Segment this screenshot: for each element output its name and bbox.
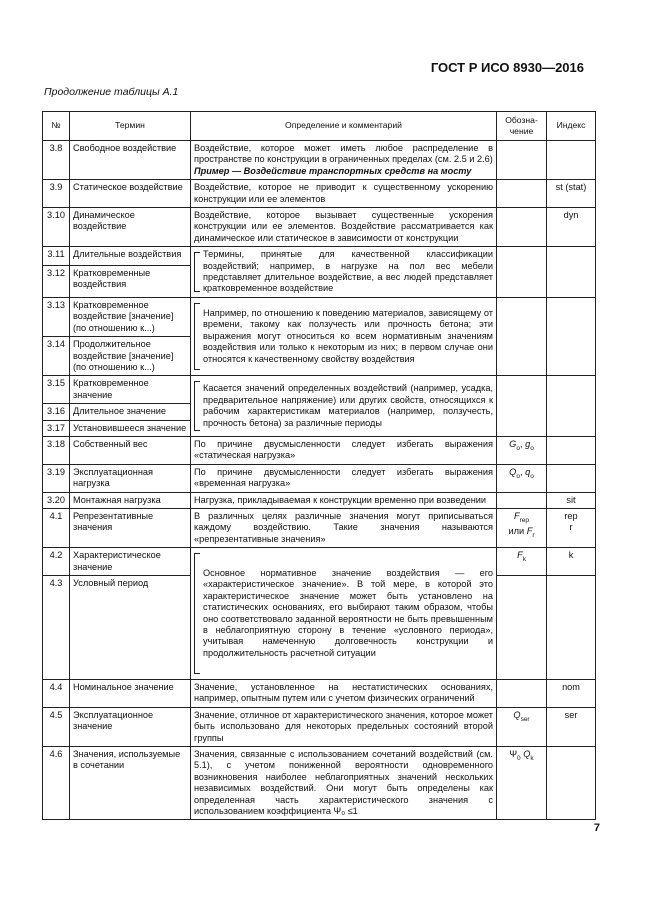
definition: По причине двусмысленности следует избегать выражения «статическая нагрузка»: [191, 436, 497, 464]
table-row: [43, 464, 596, 492]
index: st (stat): [547, 180, 596, 208]
document-header: ГОСТ Р ИСО 8930—2016: [430, 60, 584, 75]
term: Длительное значение: [70, 404, 191, 420]
term: Эксплуатационное значение: [70, 707, 191, 746]
index: dyn: [547, 208, 596, 247]
table-row: [43, 376, 596, 404]
index: [547, 141, 596, 180]
row-number: 4.2: [43, 548, 70, 576]
row-number: 3.11: [43, 247, 70, 266]
symbol: [497, 297, 547, 375]
definition-text: Термины, принятые для качественной классификации воздействий; например, в нагрузке на пол вес мебели представляет длительное воздействие, а вес людей представляет кратковременное воздействие: [203, 249, 493, 294]
definition-text: Воздействие, которое может иметь любое распределение в пространстве по конструкции в ограниченных пределах (см. 2.5 и 2.6): [194, 143, 493, 165]
symbol: [497, 376, 547, 437]
col-definition: Определение и комментарий: [191, 112, 497, 141]
index: [547, 436, 596, 464]
table-row: [43, 508, 596, 547]
term: Репрезентативные значения: [70, 508, 191, 547]
symbol: $F_{rep}$ или $F_r$: [497, 508, 547, 547]
row-number: 3.18: [43, 436, 70, 464]
definition: [191, 297, 497, 375]
definition: Значение, установленное на нестатистических основаниях, например, опытным путем или с учетом физических ограничений: [191, 680, 497, 708]
term: Кратковременные воздействия: [70, 266, 191, 298]
definition: Значения, связанные с использованием сочетаний воздействий (см. 5.1), с учетом пониженной вероятности одновременного возникновения наиболее неблагоприятных значений нескольких независимых воздействий. Они могут быть определены как определенная часть характеристического значения с использованием коэффициента Ψ₀ ≤1: [191, 747, 497, 820]
definition-text: Основное нормативное значение воздействия — его «характеристическое значение». В той мере, в которой это характеристическое значение может быть установлено на статистических основаниях, его выбирают таким образом, чтобы оно соответствовало заданной вероятности не быть превышенным в неблагоприятную сторону в течение «условного периода», учитывая намеченную долговечность конструкции и продолжительность расчетной ситуации: [203, 567, 493, 658]
table-row: [43, 141, 596, 180]
brace-icon: [194, 303, 200, 370]
index: k: [547, 548, 596, 576]
row-number: 3.19: [43, 464, 70, 492]
table-row: [43, 297, 596, 336]
term: Значения, используемые в сочетании: [70, 747, 191, 820]
symbol: $\Psi_0$ $Q_k$: [497, 747, 547, 820]
index: rep r: [547, 508, 596, 547]
term: Характеристическое значение: [70, 548, 191, 576]
term: Продолжительное воздействие [значение] (по отношению к...): [70, 337, 191, 376]
symbol: [497, 141, 547, 180]
index: [547, 376, 596, 437]
definition: Воздействие, которое вызывает существенные ускорения конструкции или ее элементов. Воздействие рассматривается как динамическое или статическое в зависимости от конструкции: [191, 208, 497, 247]
symbol: [497, 180, 547, 208]
row-number: 3.16: [43, 404, 70, 420]
table-row: [43, 247, 596, 266]
row-number: 4.3: [43, 576, 70, 680]
index: nom: [547, 680, 596, 708]
definition: По причине двусмысленности следует избегать выражения «временная нагрузка»: [191, 464, 497, 492]
table-row: [43, 180, 596, 208]
table-row: [43, 436, 596, 464]
table-continuation-caption: Продолжение таблицы А.1: [44, 86, 179, 98]
page-number: 7: [593, 822, 600, 834]
terms-table: [42, 111, 596, 820]
definition: Воздействие, которое не приводит к существенному ускорению конструкции или ее элементов: [191, 180, 497, 208]
symbol: [497, 247, 547, 298]
row-number: 3.8: [43, 141, 70, 180]
term: Собственный вес: [70, 436, 191, 464]
symbol: $Q_o$, $q_o$: [497, 464, 547, 492]
index: [547, 576, 596, 680]
row-number: 3.14: [43, 337, 70, 376]
table-row: [43, 492, 596, 508]
col-index: Индекс: [547, 112, 596, 141]
definition-text: Касается значений определенных воздействий (например, усадка, предварительное напряжение) или других свойств, относящихся к рабочим характеристикам материалов (например, ползучесть, прочность бетона) за различные периоды: [203, 383, 493, 428]
term: Свободное воздействие: [70, 141, 191, 180]
brace-icon: [194, 252, 200, 292]
row-number: 3.10: [43, 208, 70, 247]
symbol: [497, 576, 547, 680]
term: Установившееся значение: [70, 420, 191, 436]
index: sit: [547, 492, 596, 508]
definition: Нагрузка, прикладываемая к конструкции временно при возведении: [191, 492, 497, 508]
term: Кратковременное воздействие [значение] (по отношению к...): [70, 297, 191, 336]
table-header-row: [43, 112, 596, 141]
definition-text: Например, по отношению к поведению материалов, зависящему от времени, такому как ползучесть или прочность бетона; эти выражения могут относиться ко всем нормативным значениям воздействия или только к некоторым из них; в первом случае они относятся к качественному свойству воздействия: [203, 308, 493, 364]
definition: В различных целях различные значения могут приписываться каждому воздействию. Такие значения называются «репрезентативные значения»: [191, 508, 497, 547]
definition-example: Пример — Воздействие транспортных средств на мосту: [194, 165, 472, 176]
table-row: [43, 747, 596, 820]
row-number: 3.17: [43, 420, 70, 436]
table-row: [43, 680, 596, 708]
term: Длительные воздействия: [70, 247, 191, 266]
symbol: [497, 208, 547, 247]
row-number: 3.15: [43, 376, 70, 404]
index: [547, 464, 596, 492]
term: Статическое воздействие: [70, 180, 191, 208]
definition: [191, 141, 497, 180]
col-symbol: Обозна-чение: [497, 112, 547, 141]
index: [547, 297, 596, 375]
term: Условный период: [70, 576, 191, 680]
symbol: $G_o$, $g_o$: [497, 436, 547, 464]
symbol: [497, 680, 547, 708]
symbol: $Q_{ser}$: [497, 707, 547, 746]
row-number: 3.9: [43, 180, 70, 208]
row-number: 4.1: [43, 508, 70, 547]
row-number: 4.4: [43, 680, 70, 708]
col-term: Термин: [70, 112, 191, 141]
table-row: [43, 208, 596, 247]
row-number: 3.13: [43, 297, 70, 336]
term: Номинальное значение: [70, 680, 191, 708]
definition: Значение, отличное от характеристического значения, которое может быть использовано для некоторых предельных состояний второй группы: [191, 707, 497, 746]
brace-icon: [194, 381, 200, 431]
definition: [191, 247, 497, 298]
index: [547, 747, 596, 820]
term: Кратковременное значение: [70, 376, 191, 404]
row-number: 3.12: [43, 266, 70, 298]
col-no: №: [43, 112, 70, 141]
brace-icon: [194, 553, 200, 674]
row-number: 4.5: [43, 707, 70, 746]
table-row: [43, 707, 596, 746]
definition: [191, 376, 497, 437]
symbol: [497, 492, 547, 508]
index: [547, 247, 596, 298]
term: Монтажная нагрузка: [70, 492, 191, 508]
row-number: 4.6: [43, 747, 70, 820]
index: ser: [547, 707, 596, 746]
table-row: [43, 548, 596, 576]
symbol: $F_k$: [497, 548, 547, 576]
definition: [191, 548, 497, 680]
term: Эксплуатационная нагрузка: [70, 464, 191, 492]
term: Динамическое воздействие: [70, 208, 191, 247]
row-number: 3.20: [43, 492, 70, 508]
